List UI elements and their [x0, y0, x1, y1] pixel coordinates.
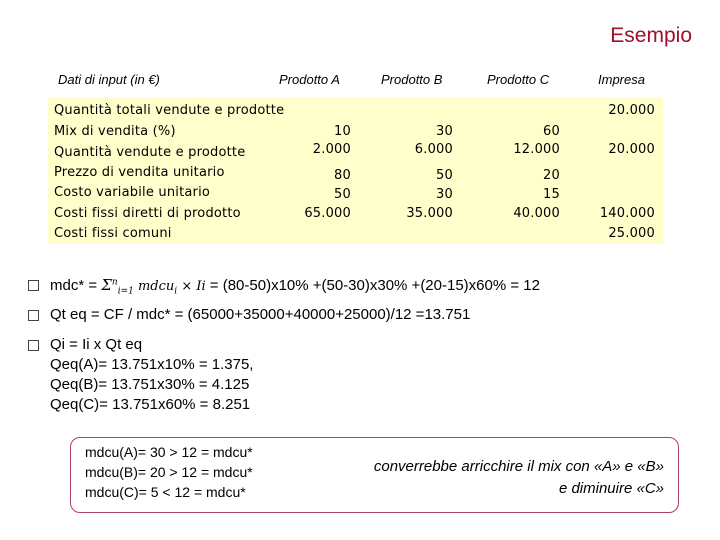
cell-product-c: 15 — [543, 187, 560, 202]
col-header-company: Impresa — [598, 72, 645, 87]
input-data-label: Dati di input (in €) — [58, 72, 160, 87]
cell-company: 20.000 — [608, 103, 655, 118]
cell-company: 140.000 — [599, 206, 655, 221]
cell-product-c: 20 — [543, 168, 560, 183]
cell-product-a: 65.000 — [304, 206, 351, 221]
conclusion-text-line2: e diminuire «C» — [558, 480, 664, 497]
col-header-product-b: Prodotto B — [381, 72, 443, 87]
summation-symbol: Σ — [101, 276, 112, 294]
cell-product-a: 50 — [334, 187, 351, 202]
q-eq-b: Qeq(B)= 13.751x30% = 4.125 — [50, 376, 250, 393]
table-row — [48, 204, 663, 224]
checkbox-bullet-icon — [28, 340, 39, 351]
cell-company: 25.000 — [608, 226, 655, 241]
cell-product-a: 80 — [334, 168, 351, 183]
checkbox-bullet-icon — [28, 280, 39, 291]
row-label: Prezzo di vendita unitario — [54, 165, 225, 180]
table-row — [48, 183, 663, 203]
cell-product-b: 30 — [436, 124, 453, 139]
cell-product-b: 35.000 — [406, 206, 453, 221]
row-label: Quantità vendute e prodotte — [54, 145, 246, 160]
cell-product-a: 10 — [334, 124, 351, 139]
cell-product-c: 40.000 — [513, 206, 560, 221]
sum-upper-limit: n — [111, 277, 118, 288]
cell-company: 20.000 — [608, 142, 655, 157]
table-row — [48, 163, 663, 183]
col-header-product-a: Prodotto A — [279, 72, 340, 87]
cell-product-b: 50 — [436, 168, 453, 183]
row-label: Costi fissi diretti di prodotto — [54, 206, 241, 221]
mdc-formula: mdcu$_i$ × Ii — [137, 279, 206, 297]
q-eq-c: Qeq(C)= 13.751x60% = 8.251 — [50, 396, 251, 413]
cell-product-c: 60 — [543, 124, 560, 139]
mdcu-b-line: mdcu(B)= 20 > 12 = mdcu* — [85, 464, 253, 480]
table-row — [48, 122, 663, 142]
table-row — [48, 143, 663, 163]
checkbox-bullet-icon — [28, 310, 39, 321]
mdc-label: mdc* = — [50, 277, 98, 294]
input-data-table — [48, 97, 663, 244]
conclusion-text-line1: converrebbe arricchire il mix con «A» e «B» — [373, 458, 664, 475]
row-label: Quantità totali vendute e prodotte — [54, 103, 285, 118]
mdcu-c-line: mdcu(C)= 5 < 12 = mdcu* — [85, 484, 246, 500]
qi-formula: Qi = Ii x Qt eq — [50, 336, 143, 353]
q-eq-a: Qeq(A)= 13.751x10% = 1.375, — [50, 356, 254, 373]
row-label: Mix di vendita (%) — [54, 124, 176, 139]
table-row — [48, 224, 663, 244]
sum-lower-limit: i=1 — [117, 286, 134, 297]
row-label: Costi fissi comuni — [54, 226, 172, 241]
slide-title: Esempio — [610, 24, 692, 47]
cell-product-c: 12.000 — [513, 142, 560, 157]
col-header-product-c: Prodotto C — [487, 72, 550, 87]
cell-product-b: 6.000 — [414, 142, 453, 157]
mdcu-a-line: mdcu(A)= 30 > 12 = mdcu* — [85, 444, 253, 460]
qt-eq-formula: Qt eq = CF / mdc* = (65000+35000+40000+25000)/12 =13.751 — [50, 306, 471, 323]
row-label: Costo variabile unitario — [54, 185, 211, 200]
mdc-calculation: = (80-50)x10% +(50-30)x30% +(20-15)x60% = 12 — [209, 277, 540, 294]
cell-product-b: 30 — [436, 187, 453, 202]
table-row — [48, 101, 663, 121]
cell-product-a: 2.000 — [312, 142, 351, 157]
conclusion-box — [70, 437, 679, 513]
